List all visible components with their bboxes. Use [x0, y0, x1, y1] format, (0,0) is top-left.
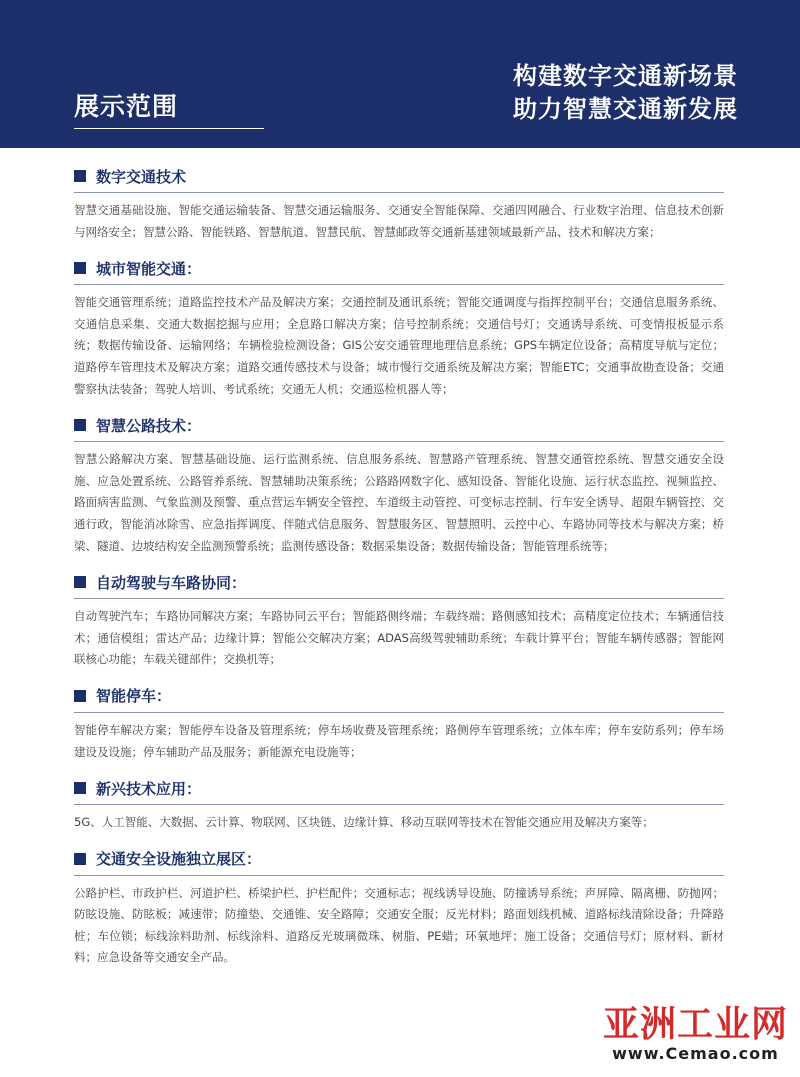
section-body: 5G、人工智能、大数据、云计算、物联网、区块链、边缘计算、移动互联网等技术在智能交通应用及解决方案等；	[74, 815, 654, 830]
section-divider	[74, 712, 724, 713]
title-underline	[74, 128, 264, 129]
section-body: 智慧公路解决方案、智慧基础设施、运行监测系统、信息服务系统、智慧路产管理系统、智慧交通管控系统、智慧交通安全设施、应急处置系统、公路管养系统、智慧辅助决策系统；公路路网数字化、感知设备、智能化设施、运行状态监控、视频监控、路面病害监测、气象监测及预警、重点营运车辆安全管控、车道级主动管控、可变标志控制、行车安全诱导、超限车辆管控、交通行政，智能消冰除雪、应急指挥调度、伴随式信息服务、智慧服务区、智慧照明、云控中心、车路协同等技术与解决方案；桥梁、隧道、边坡结构安全监测预警系统；监测传感设备；数据采集设备；数据传输设备；智能管理系统等；	[74, 452, 724, 553]
section-emerging-tech	[74, 775, 724, 834]
section-title	[74, 683, 724, 709]
square-bullet-icon	[74, 853, 86, 865]
section-body: 公路护栏、市政护栏、河道护栏、桥梁护栏、护栏配件；交通标志；视线诱导设施、防撞诱导系统；声屏障、隔离栅、防抛网；防眩设施、防眩板；减速带；防撞垫、交通锥、安全路障；交通安全服；反光材料；路面划线机械、道路标线清除设备；升降路桩；车位锁；标线涂料助剂、标线涂料、道路反光玻璃微珠、树脂、PE蜡；环氧地坪；施工设备；交通信号灯；原材料、新材料；应急设备等交通安全产品。	[74, 885, 724, 965]
section-title	[74, 569, 724, 595]
square-bullet-icon	[74, 262, 86, 274]
section-digital-transport	[74, 163, 724, 243]
square-bullet-icon	[74, 690, 86, 702]
section-title-text: 智能停车：	[96, 687, 172, 706]
slogan	[513, 60, 738, 126]
square-bullet-icon	[74, 170, 86, 182]
section-divider	[74, 192, 724, 193]
section-divider	[74, 804, 724, 805]
page-title: 展示范围	[74, 92, 179, 121]
section-title-text: 自动驾驶与车路协同：	[96, 573, 247, 592]
watermark-brand: 亚洲工业网	[602, 1004, 788, 1045]
section-urban-its	[74, 255, 724, 400]
section-safety-facilities	[74, 846, 724, 969]
square-bullet-icon	[74, 576, 86, 588]
section-divider	[74, 284, 724, 285]
header-banner	[0, 0, 800, 148]
section-title-text: 交通安全设施独立展区：	[96, 850, 262, 869]
section-title	[74, 255, 724, 281]
section-title-text: 数字交通技术	[96, 167, 187, 186]
section-title	[74, 163, 724, 189]
watermark-logo	[603, 1006, 788, 1063]
section-title	[74, 412, 724, 438]
section-autonomous-driving	[74, 569, 724, 671]
section-divider	[74, 441, 724, 442]
section-smart-highway	[74, 412, 724, 557]
section-title-text: 城市智能交通：	[96, 259, 202, 278]
section-title-text: 新兴技术应用：	[96, 779, 202, 798]
exhibit-scope-content	[74, 163, 724, 981]
section-title-text: 智慧公路技术：	[96, 416, 202, 435]
slogan-line-2: 助力智慧交通新发展	[513, 95, 738, 123]
section-title	[74, 775, 724, 801]
section-body: 智能停车解决方案；智能停车设备及管理系统；停车场收费及管理系统；路侧停车管理系统；立体车库；停车安防系列；停车场建设及设施；停车辅助产品及服务；新能源充电设施等；	[74, 722, 724, 759]
section-smart-parking	[74, 683, 724, 763]
watermark-url: www.Cemao.com	[612, 1044, 779, 1063]
slogan-line-1: 构建数字交通新场景	[513, 62, 738, 90]
section-divider	[74, 875, 724, 876]
square-bullet-icon	[74, 419, 86, 431]
section-body: 自动驾驶汽车；车路协同解决方案；车路协同云平台；智能路侧终端；车载终端；路侧感知技术；高精度定位技术；车辆通信技术；通信模组；雷达产品；边缘计算；智能公交解决方案；ADAS高级驾驶辅助系统；车载计算平台；智能车辆传感器；智能网联核心功能；车载关键部件；交换机等；	[74, 609, 724, 667]
section-divider	[74, 598, 724, 599]
square-bullet-icon	[74, 782, 86, 794]
section-body: 智能交通管理系统；道路监控技术产品及解决方案；交通控制及通讯系统；智能交通调度与指挥控制平台；交通信息服务系统、交通信息采集、交通大数据挖掘与应用；全息路口解决方案；信号控制系统；交通信号灯；交通诱导系统、可变情报板显示系统；数据传输设备、运输网络；车辆检验检测设备；GIS公安交通管理地理信息系统；GPS车辆定位设备；高精度导航与定位；道路停车管理技术及解决方案；道路交通传感技术与设备；城市慢行交通系统及解决方案；智能ETC；交通事故勘查设备；交通警察执法装备；驾驶人培训、考试系统；交通无人机；交通巡检机器人等；	[74, 295, 724, 396]
section-body: 智慧交通基础设施、智能交通运输装备、智慧交通运输服务、交通安全智能保障、交通四网融合、行业数字治理、信息技术创新与网络安全；智慧公路、智能铁路、智慧航道、智慧民航、智慧邮政等交通新基建领域最新产品、技术和解决方案；	[74, 203, 724, 239]
section-title	[74, 846, 724, 872]
